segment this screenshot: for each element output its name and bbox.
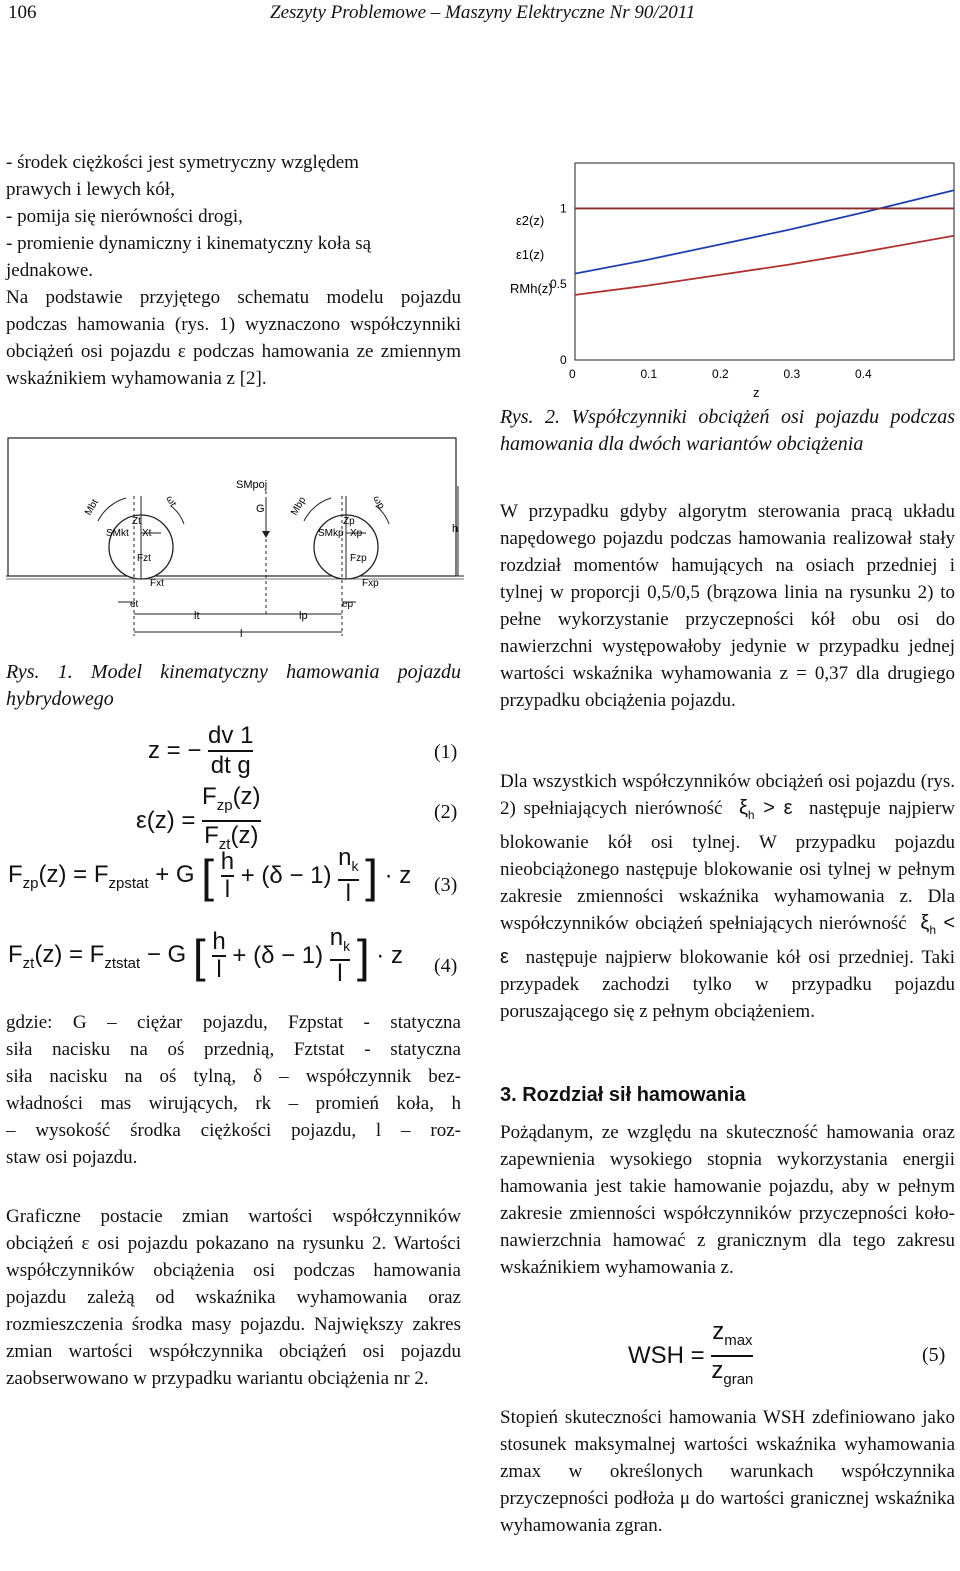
label-h: h xyxy=(452,523,459,535)
equation-4: $F_{zt}(z) = F_{ztstat} - G$ [ $\frac{h}{l}$ + (δ − 1) $\frac{n_k}{l}$ ] · z xyxy=(8,924,403,987)
label-xt: Xt xyxy=(142,528,152,539)
equation-2-number: (2) xyxy=(434,801,458,823)
label-xp: Xp xyxy=(350,528,363,539)
p2-part-c: następuje najpierw blokowanie kół osi przedniej. Taki przypadek zachodzi tylko w przypadku pojazdu poruszającego się z pełnym obciążeniem. xyxy=(500,947,955,1022)
section-title: 3. Rozdział sił hamowania xyxy=(500,1084,746,1106)
page-number: 106 xyxy=(8,2,37,23)
right-paragraph-2 xyxy=(500,768,955,1025)
equation-1-number: (1) xyxy=(434,741,458,763)
label-fzp: Fzp xyxy=(350,553,367,564)
equation-5-number: (5) xyxy=(922,1344,946,1366)
y-tick-label: 0 xyxy=(560,353,567,367)
series-line-1 xyxy=(575,190,954,273)
legend-line: siła nacisku na oś tylną, δ – współczynnik bez- xyxy=(6,1066,461,1087)
figure-1-kinematic-model xyxy=(6,436,466,651)
right-paragraph-1: W przypadku gdyby algorytm sterowania pracą układu napędowego pojazdu podczas hamowania realizował stały rozdział momentów hamujących na osiach przedniej i tylnej w proporcji 0,5/0,5 (brązowa linia na rysunku 2) to pełne wykorzystanie przyczepności kół obu osi do nawierzchni występowałoby jedynie w przypadku jednej wartości wskaźnika wyhamowania z = 0,37 dla drugiego przypadku obciążenia pojazdu. xyxy=(500,501,955,711)
equation-4-number: (4) xyxy=(434,955,458,977)
label-mbp: Mbp xyxy=(289,495,309,518)
legend-epsilon-1: ε1(z) xyxy=(516,247,545,262)
legend-line: staw osi pojazdu. xyxy=(6,1147,138,1168)
label-mbt: Mbt xyxy=(83,497,101,518)
label-fzt: Fzt xyxy=(137,553,151,564)
graph-paragraph: Graficzne postacie zmian wartości współczynników obciążeń ε osi pojazdu pokazano na rysunku 2. Wartości współczynników obciążenia osi podczas hamowania pojazdu zależą od wskaźnika wyhamowania oraz rozmieszczenia środka masy pojazdu. Największy zakres zmian wartości współczynnika obciążeń osi pojazdu zaobserwowano w przypadku wariantu obciążenia nr 2. xyxy=(6,1206,461,1389)
label-zp: Zp xyxy=(343,516,355,527)
equation-3-number: (3) xyxy=(434,874,458,896)
x-tick-label: 0.4 xyxy=(855,367,872,381)
x-tick-label: 0.2 xyxy=(712,367,729,381)
plot-frame xyxy=(575,163,954,360)
legend-epsilon-2: ε2(z) xyxy=(516,213,545,228)
legend-rmh: RMh(z) xyxy=(510,281,553,296)
equation-3: $F_{zp}(z) = F_{zpstat} + G$ [ $\frac{h}{l}$ + (δ − 1) $\frac{n_k}{l}$ ] · z xyxy=(8,844,412,907)
assumption-line: - promienie dynamiczny i kinematyczny koła są xyxy=(6,233,372,254)
right-paragraph-4: Stopień skuteczności hamowania WSH zdefiniowano jako stosunek maksymalnej wartości wskaźnika wyhamowania zmax w określonych warunkach współczynnika przyczepności podłoża μ do wartości granicznej wskaźnika wyhamowania zgran. xyxy=(500,1407,955,1536)
legend-line: siła nacisku na oś przednią, Fztstat - statyczna xyxy=(6,1039,461,1060)
label-ep: ep xyxy=(342,599,354,610)
intro-paragraph: Na podstawie przyjętego schematu modelu pojazdu podczas hamowania (rys. 1) wyznaczono współczynniki obciążeń osi pojazdu ε podczas hamowania ze zmiennym wskaźnikiem wyhamowania z [2]. xyxy=(6,287,461,389)
equation-1: z = − $\frac{dv 1}{\text{dt g}}$ xyxy=(148,722,254,779)
assumption-line: - pomija się nierówności drogi, xyxy=(6,206,243,227)
label-g: G xyxy=(256,503,265,515)
series-line-2 xyxy=(575,236,954,295)
left-column xyxy=(6,149,461,392)
label-smkp: SMkp xyxy=(318,528,344,539)
x-tick-label: 0.3 xyxy=(783,367,801,381)
figure-2-chart xyxy=(500,155,958,405)
label-smpoj: SMpoj xyxy=(236,479,268,491)
label-fxp: Fxp xyxy=(362,578,379,589)
right-paragraph-3: Pożądanym, ze względu na skuteczność hamowania oraz zapewnienia wysokiego stopnia wykorzystania energii hamowania jest takie hamowanie pojazdu, aby w pełnym zakresie zmienności współczynników przyczepności koło-nawierzchnia hamować z granicznym dla tego zakresu wskaźnikiem wyhamowania z. xyxy=(500,1122,955,1278)
xi-h-greater-epsilon: $\xi_h > \varepsilon$ xyxy=(730,797,802,822)
label-smkt: SMkt xyxy=(106,528,129,539)
equation-5: WSH = $z_{max}$ $z_{gran}$ xyxy=(628,1318,754,1388)
legend-line: władności mas wirujących, rk – promień koła, h xyxy=(6,1093,461,1114)
label-omega-t: ωt xyxy=(163,494,179,509)
p2-part-b: następuje najpierw blokowanie kół osi tylnej. W przypadku pojazdu nieobciążonego następuje blokowanie osi tylnej w pełnym zakresie zmienności wskaźnika wyhamowania z. Dla współczynników obciążeń spełniających nierówność xyxy=(500,798,956,934)
equation-2: ε(z) = $F_{zp}(z)$ $F_{zt}(z)$ xyxy=(136,783,261,853)
assumption-line: prawych i lewych kół, xyxy=(6,179,175,200)
figure-1-caption: Rys. 1. Model kinematyczny hamowania pojazdu hybrydowego xyxy=(6,661,461,710)
page-header xyxy=(8,2,952,28)
label-zt: Zt xyxy=(132,516,141,527)
xi-h-less-epsilon: $\xi_h < \varepsilon$ xyxy=(500,912,955,968)
label-et: et xyxy=(130,599,139,610)
label-fxt: Fxt xyxy=(150,578,164,589)
x-axis-label: z xyxy=(753,385,760,400)
assumption-line: - środek ciężkości jest symetryczny względem xyxy=(6,152,359,173)
x-tick-label: 0.1 xyxy=(640,367,658,381)
x-tick-label: 0 xyxy=(569,367,576,381)
label-lt: lt xyxy=(194,610,200,622)
figure-2-caption: Rys. 2. Współczynniki obciążeń osi pojazdu podczas hamowania dla dwóch wariantów obciążenia xyxy=(500,406,955,455)
assumption-line: jednakowe. xyxy=(6,260,94,281)
p2-part-a: Dla wszystkich współczynników obciążeń osi pojazdu (rys. 2) spełniających nierówność xyxy=(500,771,955,819)
y-tick-label: 0.5 xyxy=(550,277,567,292)
label-omega-p: ωp xyxy=(370,494,387,512)
legend-line: – wysokość środka ciężkości pojazdu, l – roz- xyxy=(6,1120,461,1141)
label-l: l xyxy=(240,628,243,640)
y-tick-label: 1 xyxy=(560,201,567,216)
journal-title: Zeszyty Problemowe – Maszyny Elektryczne Nr 90/2011 xyxy=(270,2,696,23)
assumption-list xyxy=(6,149,461,284)
label-lp: lp xyxy=(299,610,308,622)
symbol-legend xyxy=(6,1009,461,1171)
legend-line: gdzie: G – ciężar pojazdu, Fzpstat - statyczna xyxy=(6,1012,461,1033)
